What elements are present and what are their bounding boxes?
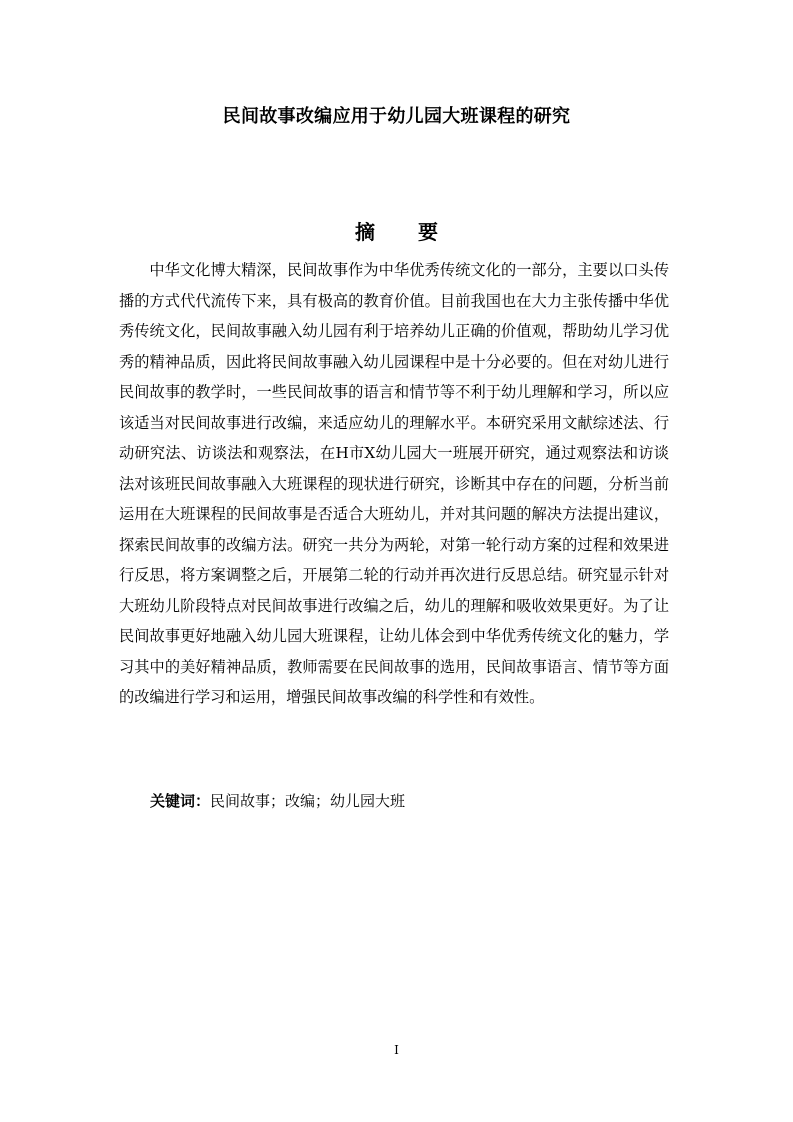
abstract-heading: 摘 要 xyxy=(355,220,456,244)
keywords-line xyxy=(150,788,650,814)
keywords-list: 民间故事；改编；幼儿园大班 xyxy=(210,792,406,810)
keywords-label: 关键词： xyxy=(150,792,211,810)
abstract-body: 中华文化博大精深，民间故事作为中华优秀传统文化的一部分，主要以口头传播的方式代代流传下来，具有极高的教育价值。目前我国也在大力主张传播中华优秀传统文化，民间故事融入幼儿园有利于培养幼儿正确的价值观，帮助幼儿学习优秀的精神品质，因此将民间故事融入幼儿园课程中是十分必要的。但在对幼儿进行民间故事的教学时，一些民间故事的语言和情节等不利于幼儿理解和学习，所以应该适当对民间故事进行改编，来适应幼儿的理解水平。本研究采用文献综述法、行动研究法、访谈法和观察法，在H市X幼儿园大一班展开研究，通过观察法和访谈法对该班民间故事融入大班课程的现状进行研究，诊断其中存在的问题，分析当前运用在大班课程的民间故事是否适合大班幼儿，并对其问题的解决方法提出建议，探索民间故事的改编方法。研究一共分为两轮，对第一轮行动方案的过程和效果进行反思，将方案调整之后，开展第二轮的行动并再次进行反思总结。研究显示针对大班幼儿阶段特点对民间故事进行改编之后，幼儿的理解和吸收效果更好。为了让民间故事更好地融入幼儿园大班课程，让幼儿体会到中华优秀传统文化的魅力，学习其中的美好精神品质，教师需要在民间故事的选用，民间故事语言、情节等方面的改编进行学习和运用，增强民间故事改编的科学性和有效性。 xyxy=(119,261,669,706)
document-title: 民间故事改编应用于幼儿园大班课程的研究 xyxy=(222,106,571,127)
page-number: I xyxy=(394,1043,399,1057)
